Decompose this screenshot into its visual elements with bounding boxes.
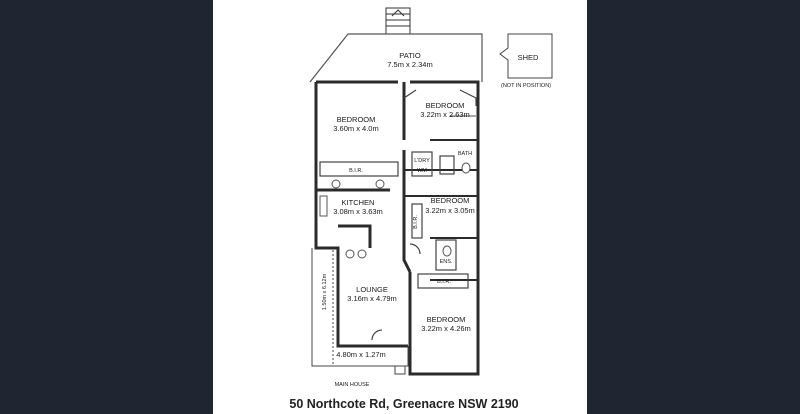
left-backdrop (0, 0, 213, 414)
bir1-label: B.I.R. (349, 168, 363, 174)
shed-name: SHED (517, 53, 539, 62)
shed-note: (NOT IN POSITION) (500, 83, 552, 89)
kitchen-name: KITCHEN (341, 198, 375, 207)
stairs (386, 8, 410, 34)
bir3-label: B.I.R. (437, 279, 451, 285)
patio-dims: 7.5m x 2.34m (387, 60, 433, 69)
bedroom3-name: BEDROOM (430, 196, 470, 205)
bedroom1-name: BEDROOM (336, 115, 376, 124)
bedroom4-name: BEDROOM (426, 315, 466, 324)
bedroom3-dims: 3.22m x 3.05m (425, 206, 475, 215)
lounge-dims: 3.16m x 4.79m (347, 294, 397, 303)
floor-plan-panel (213, 0, 587, 414)
bedroom4-dims: 3.22m x 4.26m (421, 324, 471, 333)
patio-outline (310, 34, 482, 82)
lounge-name: LOUNGE (356, 285, 388, 294)
front-dims: 4.80m x 1.27m (336, 350, 386, 359)
side-dims: 1.50m x 6.12m (322, 273, 328, 311)
fixtures (320, 116, 476, 258)
laundry-label: L'DRY (414, 158, 430, 164)
bedroom1-dims: 3.60m x 4.0m (333, 124, 379, 133)
right-backdrop (587, 0, 800, 414)
floor-plan (213, 0, 587, 414)
kitchen-dims: 3.08m x 3.63m (333, 207, 383, 216)
bir2-label: B.I.R. (413, 215, 419, 229)
patio-name: PATIO (399, 51, 421, 60)
bedroom2-dims: 3.22m x 2.63m (420, 110, 470, 119)
bath-label: BATH (457, 151, 473, 157)
ens-label: ENS. (439, 259, 453, 265)
wm-label: WM (417, 168, 427, 174)
main-house-label: MAIN HOUSE (334, 382, 370, 388)
bedroom2-name: BEDROOM (425, 101, 465, 110)
property-address: 50 Northcote Rd, Greenacre NSW 2190 (289, 397, 519, 411)
